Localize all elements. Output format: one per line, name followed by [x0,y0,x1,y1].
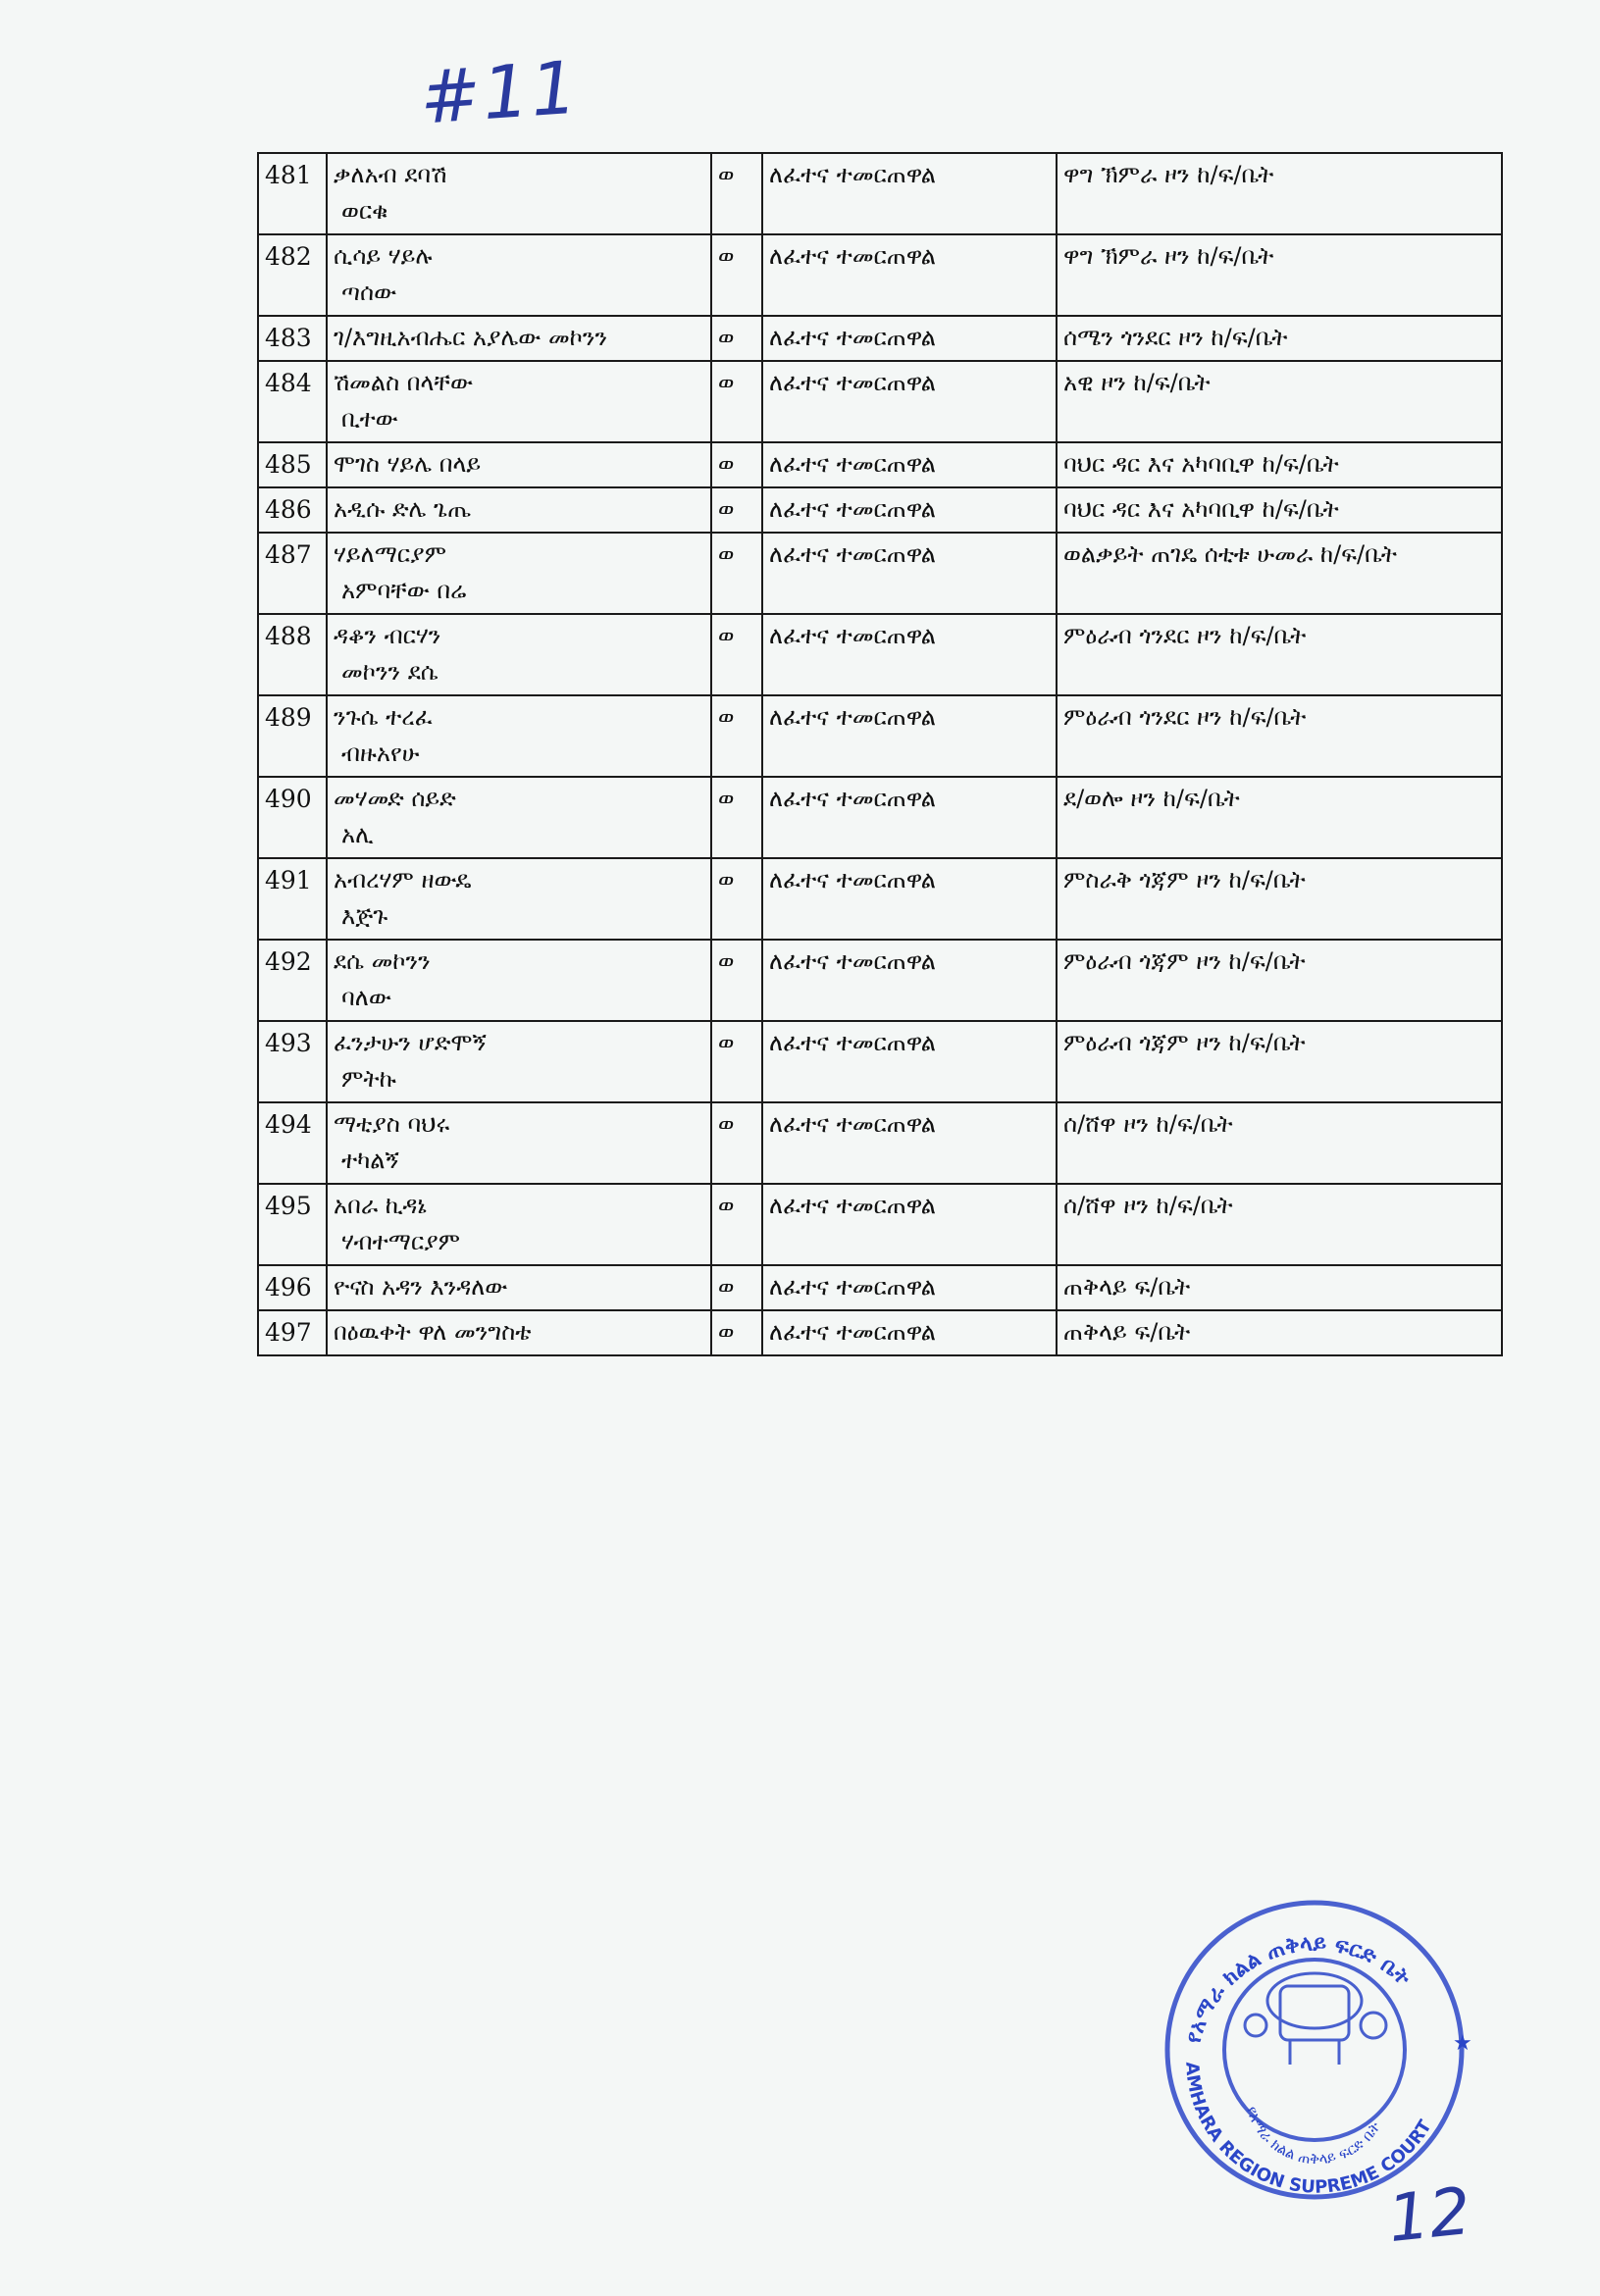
table-row [258,234,1502,316]
court-cell: ባህር ዳር እና አካባቢዋ ከ/ፍ/ቤት [1057,442,1502,487]
row-number: 493 [258,1021,327,1102]
row-number: 481 [258,153,327,234]
star-icon: ★ [1453,2031,1472,2056]
name-line-2: ምትኩ [341,1065,396,1093]
name-line-2: ቢተው [341,405,398,433]
name-line-1: አዲሱ ድሌ ጌጤ [334,495,472,523]
candidate-name [327,1310,711,1355]
table-row [258,1021,1502,1102]
table-row [258,487,1502,533]
status-cell: ለፈተና ተመርጠዋል [762,1310,1057,1355]
candidate-name [327,940,711,1021]
name-line-2: መኮንን ደሴ [341,658,439,686]
candidate-name [327,858,711,940]
gender-cell: ወ [711,1021,762,1102]
name-line-1: ዮናስ አዳን እንዳለው [334,1273,508,1301]
gender-cell: ወ [711,1265,762,1310]
stamp-emblem [1245,1973,1386,2065]
stamp-outer-amharic: የአማራ ክልል ጠቅላይ ፍርድ ቤት [1181,1931,1416,2046]
candidate-name [327,1265,711,1310]
court-cell: ጠቅላይ ፍ/ቤት [1057,1265,1502,1310]
candidate-name [327,442,711,487]
name-line-1: ሃይለማርያም [334,540,446,568]
gender-cell: ወ [711,361,762,442]
name-line-1: መሃመድ ሰይድ [334,785,456,812]
candidate-name [327,316,711,361]
table-row [258,614,1502,695]
candidate-name [327,153,711,234]
name-line-2: ባለው [341,984,391,1011]
name-line-2: ብዙአየሁ [341,740,420,767]
gender-cell: ወ [711,614,762,695]
court-cell: ዋግ ኽምራ ዞን ከ/ፍ/ቤት [1057,153,1502,234]
gender-cell: ወ [711,777,762,858]
candidate-name [327,695,711,777]
table-row [258,777,1502,858]
court-cell: ደ/ወሎ ዞን ከ/ፍ/ቤት [1057,777,1502,858]
row-number: 497 [258,1310,327,1355]
table-row [258,1265,1502,1310]
gender-cell: ወ [711,234,762,316]
gender-cell: ወ [711,153,762,234]
status-cell: ለፈተና ተመርጠዋል [762,858,1057,940]
status-cell: ለፈተና ተመርጠዋል [762,487,1057,533]
gender-cell: ወ [711,442,762,487]
court-cell: ወልቃይት ጠገዴ ሰቲቱ ሁመራ ከ/ፍ/ቤት [1057,533,1502,614]
name-line-2: ሃብተማርያም [341,1228,461,1255]
name-line-2: እጅጉ [341,902,388,930]
stamp-inner-text: የአማራ ክልል ጠቅላይ ፍርድ ቤት [1242,2104,1384,2168]
court-cell: ሰ/ሸዋ ዞን ከ/ፍ/ቤት [1057,1102,1502,1184]
table-row [258,316,1502,361]
table-row [258,858,1502,940]
table-row [258,1184,1502,1265]
name-line-2: አሊ [341,821,374,848]
status-cell: ለፈተና ተመርጠዋል [762,1265,1057,1310]
status-cell: ለፈተና ተመርጠዋል [762,777,1057,858]
name-line-2: ወርቁ [341,197,388,225]
court-cell: አዊ ዞን ከ/ፍ/ቤት [1057,361,1502,442]
table-row [258,1310,1502,1355]
table-row [258,153,1502,234]
candidate-name [327,234,711,316]
row-number: 494 [258,1102,327,1184]
court-cell: ምዕራብ ጎንደር ዞን ከ/ፍ/ቤት [1057,614,1502,695]
court-cell: ምዕራብ ጎጃም ዞን ከ/ፍ/ቤት [1057,1021,1502,1102]
status-cell: ለፈተና ተመርጠዋል [762,614,1057,695]
name-line-2: ጣሰው [341,279,397,306]
gender-cell: ወ [711,533,762,614]
court-cell: ጠቅላይ ፍ/ቤት [1057,1310,1502,1355]
status-cell: ለፈተና ተመርጠዋል [762,695,1057,777]
gender-cell: ወ [711,316,762,361]
status-cell: ለፈተና ተመርጠዋል [762,361,1057,442]
candidate-name [327,1021,711,1102]
name-line-2: ተካልኝ [341,1147,399,1174]
gender-cell: ወ [711,695,762,777]
name-line-1: ሞገስ ሃይሌ በላይ [334,450,482,478]
candidate-name [327,614,711,695]
court-stamp [1153,1893,1476,2207]
handwritten-mark: #11 [417,45,582,141]
court-cell: ምዕራብ ጎጃም ዞን ከ/ፍ/ቤት [1057,940,1502,1021]
gender-cell: ወ [711,940,762,1021]
table-row [258,695,1502,777]
name-line-1: ንጉሴ ተረፈ [334,703,433,731]
row-number: 489 [258,695,327,777]
row-number: 491 [258,858,327,940]
row-number: 482 [258,234,327,316]
status-cell: ለፈተና ተመርጠዋል [762,1102,1057,1184]
gender-cell: ወ [711,1310,762,1355]
row-number: 483 [258,316,327,361]
court-cell: ምዕራብ ጎንደር ዞን ከ/ፍ/ቤት [1057,695,1502,777]
gender-cell: ወ [711,1184,762,1265]
row-number: 487 [258,533,327,614]
candidate-name [327,361,711,442]
table-row [258,940,1502,1021]
gender-cell: ወ [711,487,762,533]
status-cell: ለፈተና ተመርጠዋል [762,1184,1057,1265]
court-cell: ዋግ ኽምራ ዞን ከ/ፍ/ቤት [1057,234,1502,316]
table-body [258,153,1502,1355]
table-row [258,442,1502,487]
status-cell: ለፈተና ተመርጠዋል [762,234,1057,316]
name-line-1: በዕዉቀት ዋለ መንግስቴ [334,1318,532,1346]
table-row [258,1102,1502,1184]
status-cell: ለፈተና ተመርጠዋል [762,442,1057,487]
candidate-name [327,1184,711,1265]
candidate-table [257,152,1503,1356]
row-number: 496 [258,1265,327,1310]
status-cell: ለፈተና ተመርጠዋል [762,153,1057,234]
row-number: 486 [258,487,327,533]
gender-cell: ወ [711,858,762,940]
name-line-1: አበራ ኪዳኔ [334,1192,427,1219]
table-row [258,361,1502,442]
name-line-1: ሲሳይ ሃይሉ [334,242,433,270]
name-line-1: ቃለአብ ደባሽ [334,161,447,188]
name-line-1: ገ/እግዚአብሔር አያሌው መኮንን [334,324,608,351]
name-line-1: ዳቆን ብርሃን [334,622,441,649]
name-line-1: ሽመልስ በላቸው [334,369,474,396]
row-number: 490 [258,777,327,858]
court-cell: ሰ/ሸዋ ዞን ከ/ፍ/ቤት [1057,1184,1502,1265]
stamp-outer-english: AMHARA REGION SUPREME COURT [1181,2061,1436,2198]
court-cell: ባህር ዳር እና አካባቢዋ ከ/ፍ/ቤት [1057,487,1502,533]
status-cell: ለፈተና ተመርጠዋል [762,940,1057,1021]
status-cell: ለፈተና ተመርጠዋል [762,1021,1057,1102]
candidate-name [327,1102,711,1184]
status-cell: ለፈተና ተመርጠዋል [762,533,1057,614]
row-number: 495 [258,1184,327,1265]
candidate-name [327,487,711,533]
name-line-1: ፈንታሁን ሆድሞኝ [334,1029,487,1056]
table-row [258,533,1502,614]
handwritten-page-number: 12 [1384,2172,1474,2258]
court-cell: ሰሜን ጎንደር ዞን ከ/ፍ/ቤት [1057,316,1502,361]
name-line-1: ማቲያስ ባህሩ [334,1110,450,1138]
name-line-1: አብረሃም ዘውዴ [334,866,472,893]
candidate-name [327,777,711,858]
candidate-name [327,533,711,614]
gender-cell: ወ [711,1102,762,1184]
name-line-1: ደሴ መኮንን [334,947,431,975]
status-cell: ለፈተና ተመርጠዋል [762,316,1057,361]
court-cell: ምስራቅ ጎጃም ዞን ከ/ፍ/ቤት [1057,858,1502,940]
row-number: 492 [258,940,327,1021]
row-number: 484 [258,361,327,442]
name-line-2: አምባቸው በሬ [341,577,467,604]
row-number: 488 [258,614,327,695]
row-number: 485 [258,442,327,487]
